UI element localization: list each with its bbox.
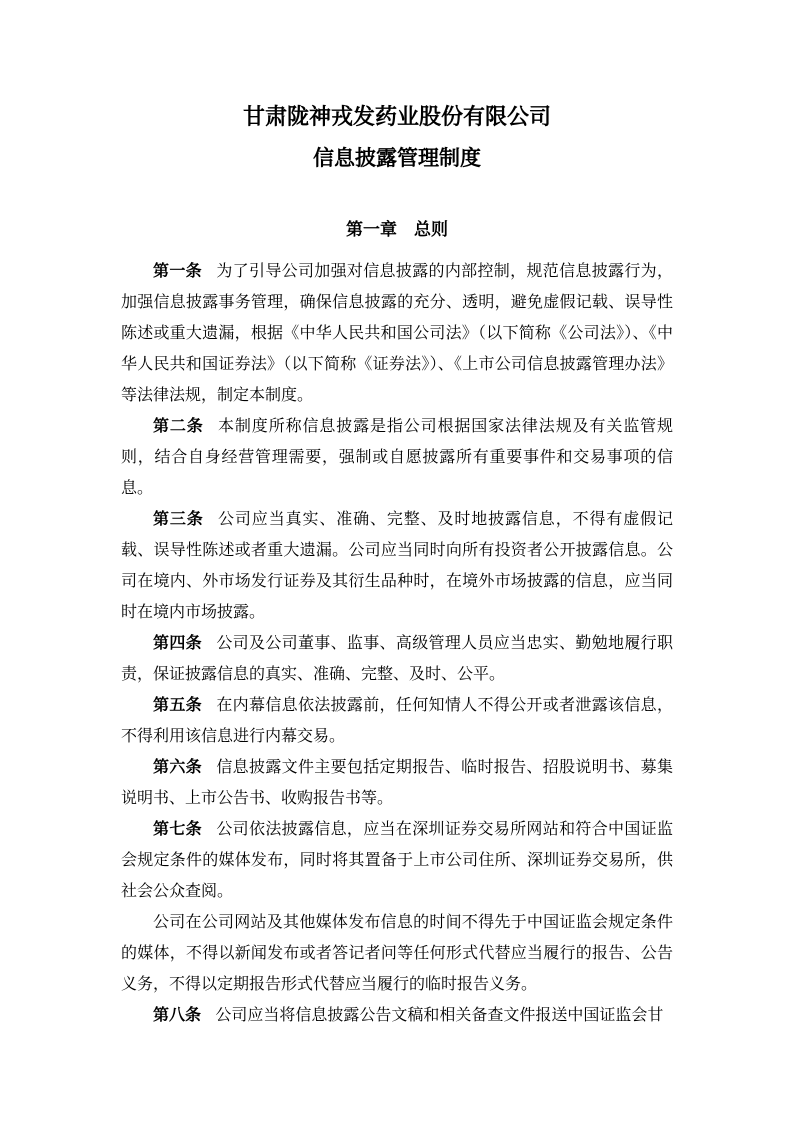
paragraph-label: 第五条 [153, 697, 202, 714]
paragraph-label: 第二条 [153, 418, 204, 435]
paragraph-text: 公司应当将信息披露公告文稿和相关备查文件报送中国证监会甘 [215, 1007, 664, 1024]
paragraph [121, 907, 673, 1000]
paragraph-label: 第七条 [153, 821, 202, 838]
paragraph-text: 公司应当真实、准确、完整、及时地披露信息，不得有虚假记载、误导性陈述或者重大遗漏。公司应当同时向所有投资者公开披露信息。公司在境内、外市场发行证券及其衍生品种时，在境外市场披露的信息，应当同时在境内市场披露。 [121, 511, 673, 621]
paragraph-text: 公司依法披露信息，应当在深圳证券交易所网站和符合中国证监会规定条件的媒体发布，同时将其置备于上市公司住所、深圳证券交易所，供社会公众查阅。 [121, 821, 673, 900]
paragraph [121, 628, 673, 690]
paragraph-text: 本制度所称信息披露是指公司根据国家法律法规及有关监管规则，结合自身经营管理需要，强制或自愿披露所有重要事件和交易事项的信息。 [121, 418, 673, 497]
paragraph-label: 第四条 [153, 635, 202, 652]
paragraph-text: 公司及公司董事、监事、高级管理人员应当忠实、勤勉地履行职责，保证披露信息的真实、准确、完整、及时、公平。 [121, 635, 673, 683]
document-subtitle: 信息披露管理制度 [313, 146, 481, 170]
paragraph-label: 第八条 [153, 1007, 202, 1024]
paragraph-text: 公司在公司网站及其他媒体发布信息的时间不得先于中国证监会规定条件的媒体，不得以新闻发布或者答记者问等任何形式代替应当履行的报告、公告义务，不得以定期报告形式代替应当履行的临时报告义务。 [121, 914, 673, 993]
paragraph-label: 第一条 [153, 263, 202, 280]
paragraph [121, 814, 673, 907]
paragraph [121, 411, 673, 504]
chapter-heading: 第一章 总则 [346, 220, 448, 239]
paragraph [121, 256, 673, 411]
paragraph [121, 504, 673, 628]
document-title: 甘肃陇神戎发药业股份有限公司 [242, 104, 551, 129]
paragraph-label: 第六条 [153, 759, 202, 776]
paragraph-text: 为了引导公司加强对信息披露的内部控制，规范信息披露行为，加强信息披露事务管理，确保信息披露的充分、透明，避免虚假记载、误导性陈述或重大遗漏，根据《中华人民共和国公司法》（以下简称《公司法》）、《中华人民共和国证券法》（以下简称《证券法》）、《上市公司信息披露管理办法》等法律法规，制定本制度。 [121, 263, 673, 404]
paragraph [121, 1000, 673, 1031]
paragraph-text: 信息披露文件主要包括定期报告、临时报告、招股说明书、募集说明书、上市公告书、收购报告书等。 [121, 759, 673, 807]
paragraph-text: 在内幕信息依法披露前，任何知情人不得公开或者泄露该信息，不得利用该信息进行内幕交易。 [121, 697, 673, 745]
paragraph [121, 690, 673, 752]
paragraph [121, 752, 673, 814]
paragraph-label: 第三条 [153, 511, 204, 528]
